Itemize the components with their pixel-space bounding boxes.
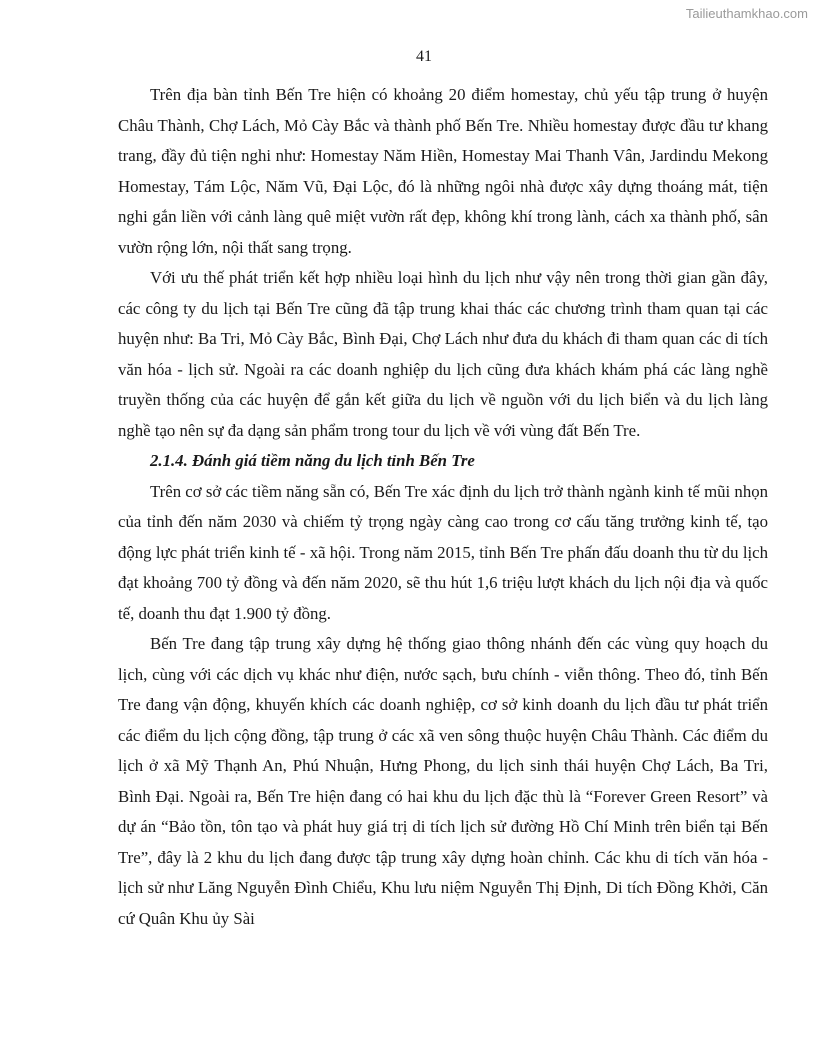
document-body xyxy=(118,80,768,934)
page-number: 41 xyxy=(416,48,432,65)
paragraph: Với ưu thế phát triển kết hợp nhiều loại hình du lịch như vậy nên trong thời gian gần đây, các công ty du lịch tại Bến Tre cũng đã tập trung khai thác các chương trình tham quan tại các huyện như: Ba Tri, Mỏ Cày Bắc, Bình Đại, Chợ Lách như đưa du khách đi tham quan các di tích văn hóa - lịch sử. Ngoài ra các doanh nghiệp du lịch cũng đưa khách khám phá các làng nghề truyền thống của các huyện để gắn kết giữa du lịch về nguồn với du lịch biển và du lịch làng nghề tạo nên sự đa dạng sản phẩm trong tour du lịch về với vùng đất Bến Tre. xyxy=(118,268,768,440)
paragraph: Trên địa bàn tỉnh Bến Tre hiện có khoảng 20 điểm homestay, chủ yếu tập trung ở huyện Châu Thành, Chợ Lách, Mỏ Cày Bắc và thành phố Bến Tre. Nhiều homestay được đầu tư khang trang, đầy đủ tiện nghi như: Homestay Năm Hiền, Homestay Mai Thanh Vân, Jardindu Mekong Homestay, Tám Lộc, Năm Vũ, Đại Lộc, đó là những ngôi nhà được xây dựng thoáng mát, tiện nghi gắn liền với cảnh làng quê miệt vườn rất đẹp, không khí trong lành, cách xa thành phố, sân vườn rộng lớn, nội thất sang trọng. xyxy=(118,85,768,257)
paragraph: Bến Tre đang tập trung xây dựng hệ thống giao thông nhánh đến các vùng quy hoạch du lịch, cùng với các dịch vụ khác như điện, nước sạch, bưu chính - viễn thông. Theo đó, tỉnh Bến Tre đang vận động, khuyến khích các doanh nghiệp, cơ sở kinh doanh du lịch đầu tư phát triển các điểm du lịch cộng đồng, tập trung ở các xã ven sông thuộc huyện Châu Thành. Các điểm du lịch ở xã Mỹ Thạnh An, Phú Nhuận, Hưng Phong, du lịch sinh thái huyện Chợ Lách, Ba Tri, Bình Đại. Ngoài ra, Bến Tre hiện đang có hai khu du lịch đặc thù là “Forever Green Resort” và dự án “Bảo tồn, tôn tạo và phát huy giá trị di tích lịch sử đường Hồ Chí Minh trên biển tại Bến Tre”, đây là 2 khu du lịch đang được tập trung xây dựng hoàn chỉnh. Các khu di tích văn hóa - lịch sử như Lăng Nguyễn Đình Chiểu, Khu lưu niệm Nguyễn Thị Định, Di tích Đồng Khởi, Căn cứ Quân Khu ủy Sài xyxy=(118,634,768,928)
paragraph: Trên cơ sở các tiềm năng sẵn có, Bến Tre xác định du lịch trở thành ngành kinh tế mũi nhọn của tỉnh đến năm 2030 và chiếm tỷ trọng ngày càng cao trong cơ cấu tăng trưởng kinh tế, tạo động lực phát triển kinh tế - xã hội. Trong năm 2015, tỉnh Bến Tre phấn đấu doanh thu từ du lịch đạt khoảng 700 tỷ đồng và đến năm 2020, sẽ thu hút 1,6 triệu lượt khách du lịch nội địa và quốc tế, doanh thu đạt 1.900 tỷ đồng. xyxy=(118,481,768,623)
section-heading: 2.1.4. Đánh giá tiềm năng du lịch tỉnh Bến Tre xyxy=(150,451,475,470)
watermark: Tailieuthamkhao.com xyxy=(685,6,808,21)
